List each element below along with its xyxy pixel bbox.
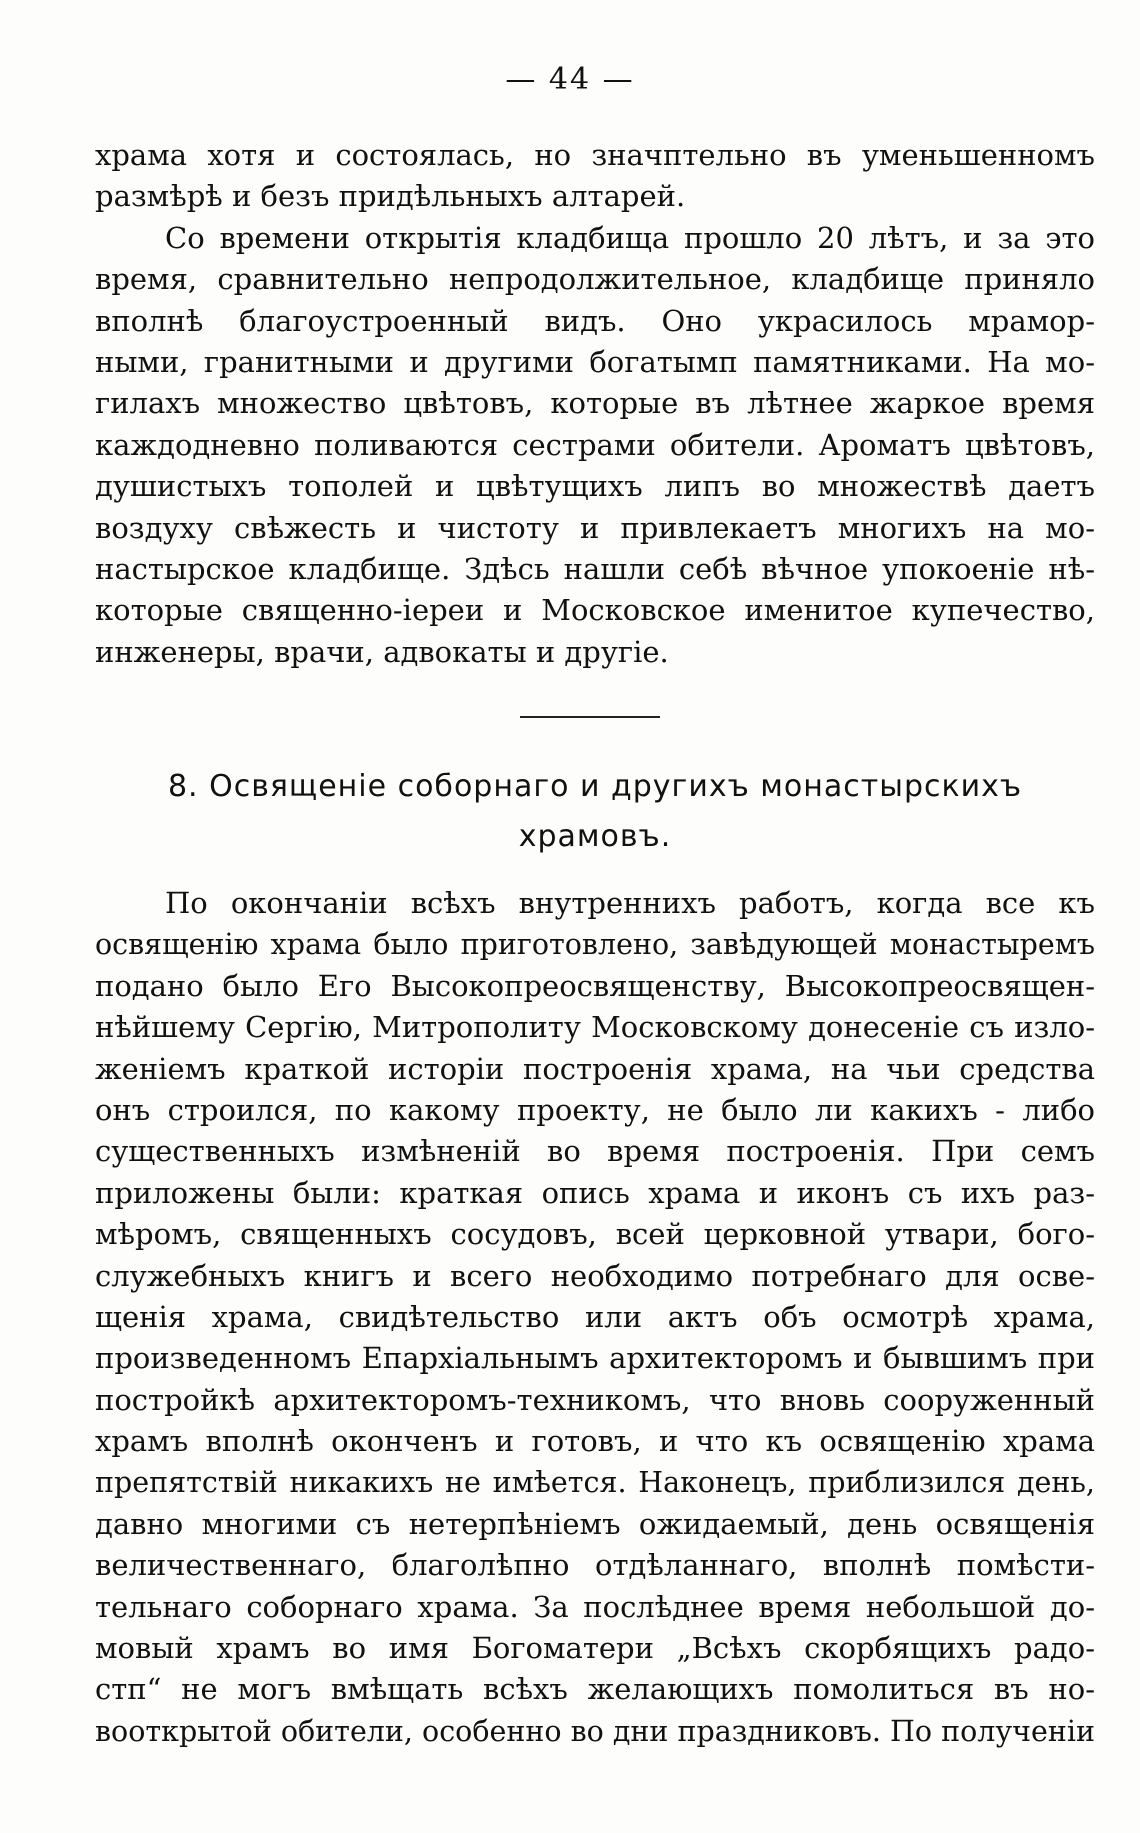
text-line: существенныхъ измѣненій во время построенія. При семъ	[95, 1134, 1095, 1169]
text-line: размѣрѣ и безъ придѣльныхъ алтарей.	[95, 179, 686, 214]
text-line: душистыхъ тополей и цвѣтущихъ липъ во множествѣ даетъ	[95, 469, 1095, 504]
text-line: величественнаго, благолѣпно отдѣланнаго, вполнѣ помѣсти-	[95, 1548, 1095, 1583]
text-line: препятствій никакихъ не имѣется. Наконецъ, приблизился день,	[95, 1466, 1095, 1500]
text-line: приложены были: краткая опись храма и иконъ съ ихъ раз-	[95, 1175, 1095, 1210]
text-line: стп“ не могъ вмѣщать всѣхъ желающихъ помолиться въ но-	[95, 1672, 1095, 1707]
section-heading	[95, 762, 1095, 862]
text-line: По окончаніи всѣхъ внутреннихъ работъ, когда все къ	[165, 886, 1095, 920]
text-line: освященію храма было приготовлено, завѣдующей монастыремъ	[95, 928, 1095, 962]
text-line: служебныхъ книгъ и всего необходимо потребнаго для осве-	[95, 1258, 1095, 1293]
text-line: ными, гранитными и другими богатымп памятниками. На мо-	[95, 344, 1095, 379]
text-line: каждодневно поливаются сестрами обители. Ароматъ цвѣтовъ,	[95, 427, 1095, 462]
text-line: давно многими съ нетерпѣніемъ ожидаемый, день освященія	[95, 1506, 1095, 1541]
text-line: которые священно-іереи и Московское именитое купечество,	[95, 593, 1095, 628]
text-line: мовый храмъ во имя Богоматери „Всѣхъ скорбящихъ радо-	[95, 1631, 1095, 1666]
section-heading-line-2: храмовъ.	[518, 819, 672, 854]
text-line: подано было Его Высокопреосвященству, Высокопреосвящен-	[95, 968, 1095, 1003]
text-line: тельнаго соборнаго храма. За послѣднее время небольшой до-	[95, 1589, 1095, 1624]
text-line: храма хотя и состоялась, но значптельно въ уменьшенномъ	[95, 138, 1095, 172]
text-line: настырское кладбище. Здѣсь нашли себѣ вѣчное упокоеніе нѣ-	[95, 551, 1095, 586]
text-line: постройкѣ архитекторомъ-техникомъ, что вновь сооруженный	[95, 1382, 1095, 1417]
cemetery-paragraphs	[95, 135, 1095, 673]
text-line: мѣромъ, священныхъ сосудовъ, всей церковной утвари, бого-	[95, 1217, 1095, 1252]
section-heading-line-1: 8. Освященіе соборнаго и другихъ монастырскихъ	[167, 769, 1023, 804]
text-line: инженеры, врачи, адвокаты и другіе.	[95, 634, 669, 669]
text-line: храмъ вполнѣ оконченъ и готовъ, и что къ освященію храма	[95, 1424, 1095, 1459]
text-line: воздуху свѣжесть и чистоту и привлекаетъ многихъ на мо-	[95, 510, 1095, 545]
text-line: гилахъ множество цвѣтовъ, которые въ лѣтнее жаркое время	[95, 386, 1095, 421]
text-line: время, сравнительно непродолжительное, кладбище приняло	[95, 262, 1095, 297]
section-divider	[520, 716, 660, 718]
text-line: Со времени открытія кладбища прошло 20 лѣтъ, и за это	[165, 220, 1095, 255]
text-line: произведенномъ Епархіальнымъ архитекторомъ и бывшимъ при	[95, 1341, 1095, 1376]
text-line: вполнѣ благоустроенный видъ. Оно украсилось мрамор-	[95, 303, 1095, 338]
text-line: нѣйшему Сергію, Митрополиту Московскому донесеніе съ изло-	[95, 1010, 1095, 1045]
text-line: щенія храма, свидѣтельство или актъ объ осмотрѣ храма,	[95, 1299, 1095, 1334]
consecration-paragraph	[95, 883, 1095, 1752]
text-line: онъ строился, по какому проекту, не было ли какихъ - либо	[95, 1092, 1095, 1127]
text-line: женіемъ краткой исторіи построенія храма, на чьи средства	[95, 1051, 1095, 1086]
text-line: вооткрытой обители, особенно во дни праздниковъ. По полученіи	[95, 1714, 1095, 1748]
page-number: — 44 —	[505, 62, 635, 97]
